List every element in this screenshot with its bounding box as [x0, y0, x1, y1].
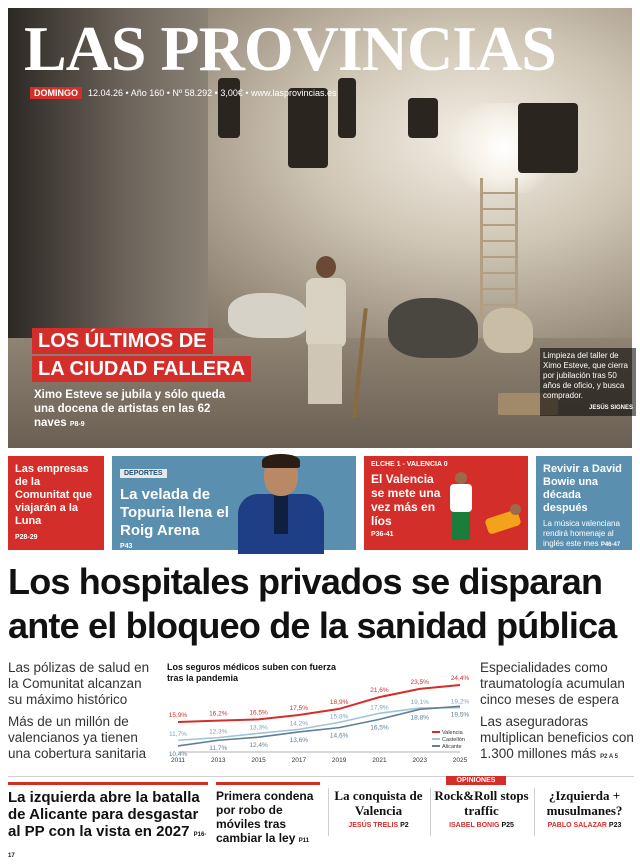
fighter-photo: [230, 456, 340, 550]
debris-pile: [483, 308, 533, 353]
main-left-column: [8, 660, 158, 768]
data-label: 24,4%: [450, 674, 470, 682]
photo-caption: [540, 348, 636, 416]
bottom-story-pages: P16-17: [8, 832, 207, 859]
opinion-author-line: [329, 822, 428, 829]
promo-title: La velada de Topuria llena el Roig Arena: [120, 486, 229, 539]
masthead-title[interactable]: LAS PROVINCIAS: [24, 13, 556, 84]
x-tick-label: 2011: [171, 757, 185, 764]
hero-subtitle-pages: P8-9: [69, 421, 85, 428]
hero-ladder: [480, 178, 518, 318]
player-photo: [482, 504, 522, 544]
promo-title: Las empresas de la Comunitat que viajarán a la Luna: [15, 463, 92, 527]
data-label: 14,6%: [329, 732, 349, 740]
chart-title: Los seguros médicos suben con fuerza tras la pandemia: [167, 662, 337, 683]
hanging-figure: [288, 88, 328, 168]
opinion-item[interactable]: [430, 788, 532, 836]
opinion-page: P25: [501, 822, 514, 829]
opinion-author: PABLO SALAZAR: [547, 822, 607, 829]
opinion-item[interactable]: [534, 788, 634, 836]
section-divider: [8, 776, 634, 777]
data-label: 11,7%: [209, 745, 228, 753]
x-tick-label: 2021: [372, 757, 387, 764]
opinion-page: P23: [608, 822, 622, 829]
data-label: 16,5%: [249, 709, 268, 717]
data-label: 10,4%: [168, 750, 188, 758]
opinion-item[interactable]: [328, 788, 428, 836]
hanging-figure: [338, 78, 356, 138]
data-label: 19,1%: [410, 699, 429, 707]
opinion-title: ¿Izquierda + musulmanes?: [546, 788, 623, 818]
opinion-author-line: [535, 822, 634, 829]
section-tag: DEPORTES: [120, 469, 167, 478]
hero-photo: [8, 8, 632, 448]
main-right-para-2: Las aseguradoras multiplican beneficios con 1.300 millones más: [480, 714, 634, 761]
hero-headline-line1[interactable]: LOS ÚLTIMOS DE: [32, 328, 213, 354]
promo-pages: P46-47: [600, 542, 621, 548]
promo-title: Revivir a David Bowie una década después: [543, 463, 622, 514]
main-left-para-1: Las pólizas de salud en la Comunitat alcanzan su máximo histórico: [8, 660, 150, 707]
match-score: ELCHE 1 - VALENCIA 0: [371, 461, 448, 468]
opinion-author: ISABEL BONIG: [449, 822, 500, 829]
bottom-story-pages: P11: [298, 838, 310, 844]
data-label: 19,5%: [450, 711, 470, 719]
data-label: 15,9%: [168, 711, 188, 719]
worker-figure: [298, 256, 354, 406]
data-label: 21,6%: [370, 687, 389, 695]
bottom-story-mobile-theft[interactable]: [216, 782, 320, 848]
data-label: 11,7%: [169, 731, 187, 739]
main-right-pages: P2 A 5: [600, 754, 618, 760]
x-tick-label: 2025: [452, 757, 468, 764]
x-tick-label: 2023: [412, 757, 427, 764]
legend-label: Castellón: [442, 737, 465, 743]
debris-pile: [388, 298, 478, 358]
x-tick-label: 2019: [331, 757, 347, 764]
hero-subtitle: [34, 388, 244, 432]
data-label: 16,2%: [209, 710, 228, 718]
hero-headline-line2[interactable]: LA CIUDAD FALLERA: [32, 356, 251, 382]
player-photo: [446, 472, 476, 542]
x-tick-label: 2013: [211, 757, 226, 764]
hanging-figure: [408, 98, 438, 138]
data-label: 14,2%: [289, 720, 309, 728]
promo-pages: P28-29: [15, 534, 38, 541]
dateline: [30, 86, 337, 100]
hero-headline[interactable]: [32, 328, 251, 384]
x-tick-label: 2015: [251, 757, 266, 764]
opinion-label: OPINIONES: [446, 776, 506, 785]
hanging-figure: [518, 103, 578, 173]
photo-caption-text: Limpieza del taller de Ximo Esteve, que cierra por jubilación tras 50 años de oficio, y busca comprador.: [543, 351, 628, 400]
promo-bowie[interactable]: [536, 456, 632, 550]
promo-pages: P43: [120, 543, 133, 550]
data-label: 17,9%: [370, 704, 389, 712]
main-left-para-2: Más de un millón de valencianos ya tienen una cobertura sanitaria: [8, 714, 147, 761]
legend-label: Valencia: [442, 730, 463, 736]
promo-pages: P36-41: [371, 531, 394, 538]
opinion-title: Rock&Roll stops traffic: [434, 788, 529, 818]
photo-credit: JESÚS SIGNES: [588, 405, 633, 411]
opinion-author: JESÚS TRELIS: [348, 822, 399, 829]
data-label: 12,3%: [209, 728, 228, 736]
main-right-column: [480, 660, 634, 771]
dateline-text: 12.04.26 • Año 160 • Nº 58.292 • 3,00€ • www.lasprovincias.es: [88, 88, 337, 98]
hero-subtitle-text: Ximo Esteve se jubila y sólo queda una docena de artistas en las 62 naves: [34, 389, 226, 429]
data-label: 12,4%: [249, 742, 268, 750]
promo-title: El Valencia se mete una vez más en líos: [371, 472, 441, 528]
data-label: 18,8%: [410, 714, 429, 722]
promo-subtitle: [543, 519, 625, 550]
data-label: 13,6%: [289, 736, 309, 744]
main-headline[interactable]: Los hospitales privados se disparan ante el bloqueo de la sanidad pública: [8, 561, 617, 646]
data-label: 23,5%: [410, 678, 429, 686]
promo-moon-companies[interactable]: [8, 456, 104, 550]
data-label: 15,8%: [329, 713, 349, 721]
opinion-title: La conquista de Valencia: [334, 788, 423, 818]
promo-valencia-match[interactable]: [364, 456, 528, 550]
data-label: 17,5%: [289, 705, 309, 712]
main-right-para-1: Especialidades como traumatología acumulan cinco meses de espera: [480, 660, 625, 707]
data-label: 13,3%: [249, 724, 268, 732]
bottom-story-alicante[interactable]: [8, 782, 208, 865]
data-label: 19,2%: [450, 698, 470, 706]
bottom-story-title: Primera condena por robo de móviles tras cambiar la ley: [216, 789, 314, 845]
insurance-chart: [164, 660, 474, 770]
opinion-author-line: [431, 822, 532, 829]
legend-label: Alicante: [442, 744, 462, 750]
data-label: 18,9%: [329, 698, 349, 706]
bottom-story-title: La izquierda abre la batalla de Alicante para desgastar al PP con la vista en 2027: [8, 789, 200, 840]
dateline-day: DOMINGO: [30, 87, 82, 99]
promo-topuria[interactable]: [112, 456, 356, 550]
x-tick-label: 2017: [291, 757, 307, 764]
data-label: 16,5%: [370, 724, 389, 732]
promo-subtitle-text: La música valenciana rendirá homenaje al inglés este mes: [543, 519, 620, 548]
opinion-page: P2: [400, 822, 409, 829]
